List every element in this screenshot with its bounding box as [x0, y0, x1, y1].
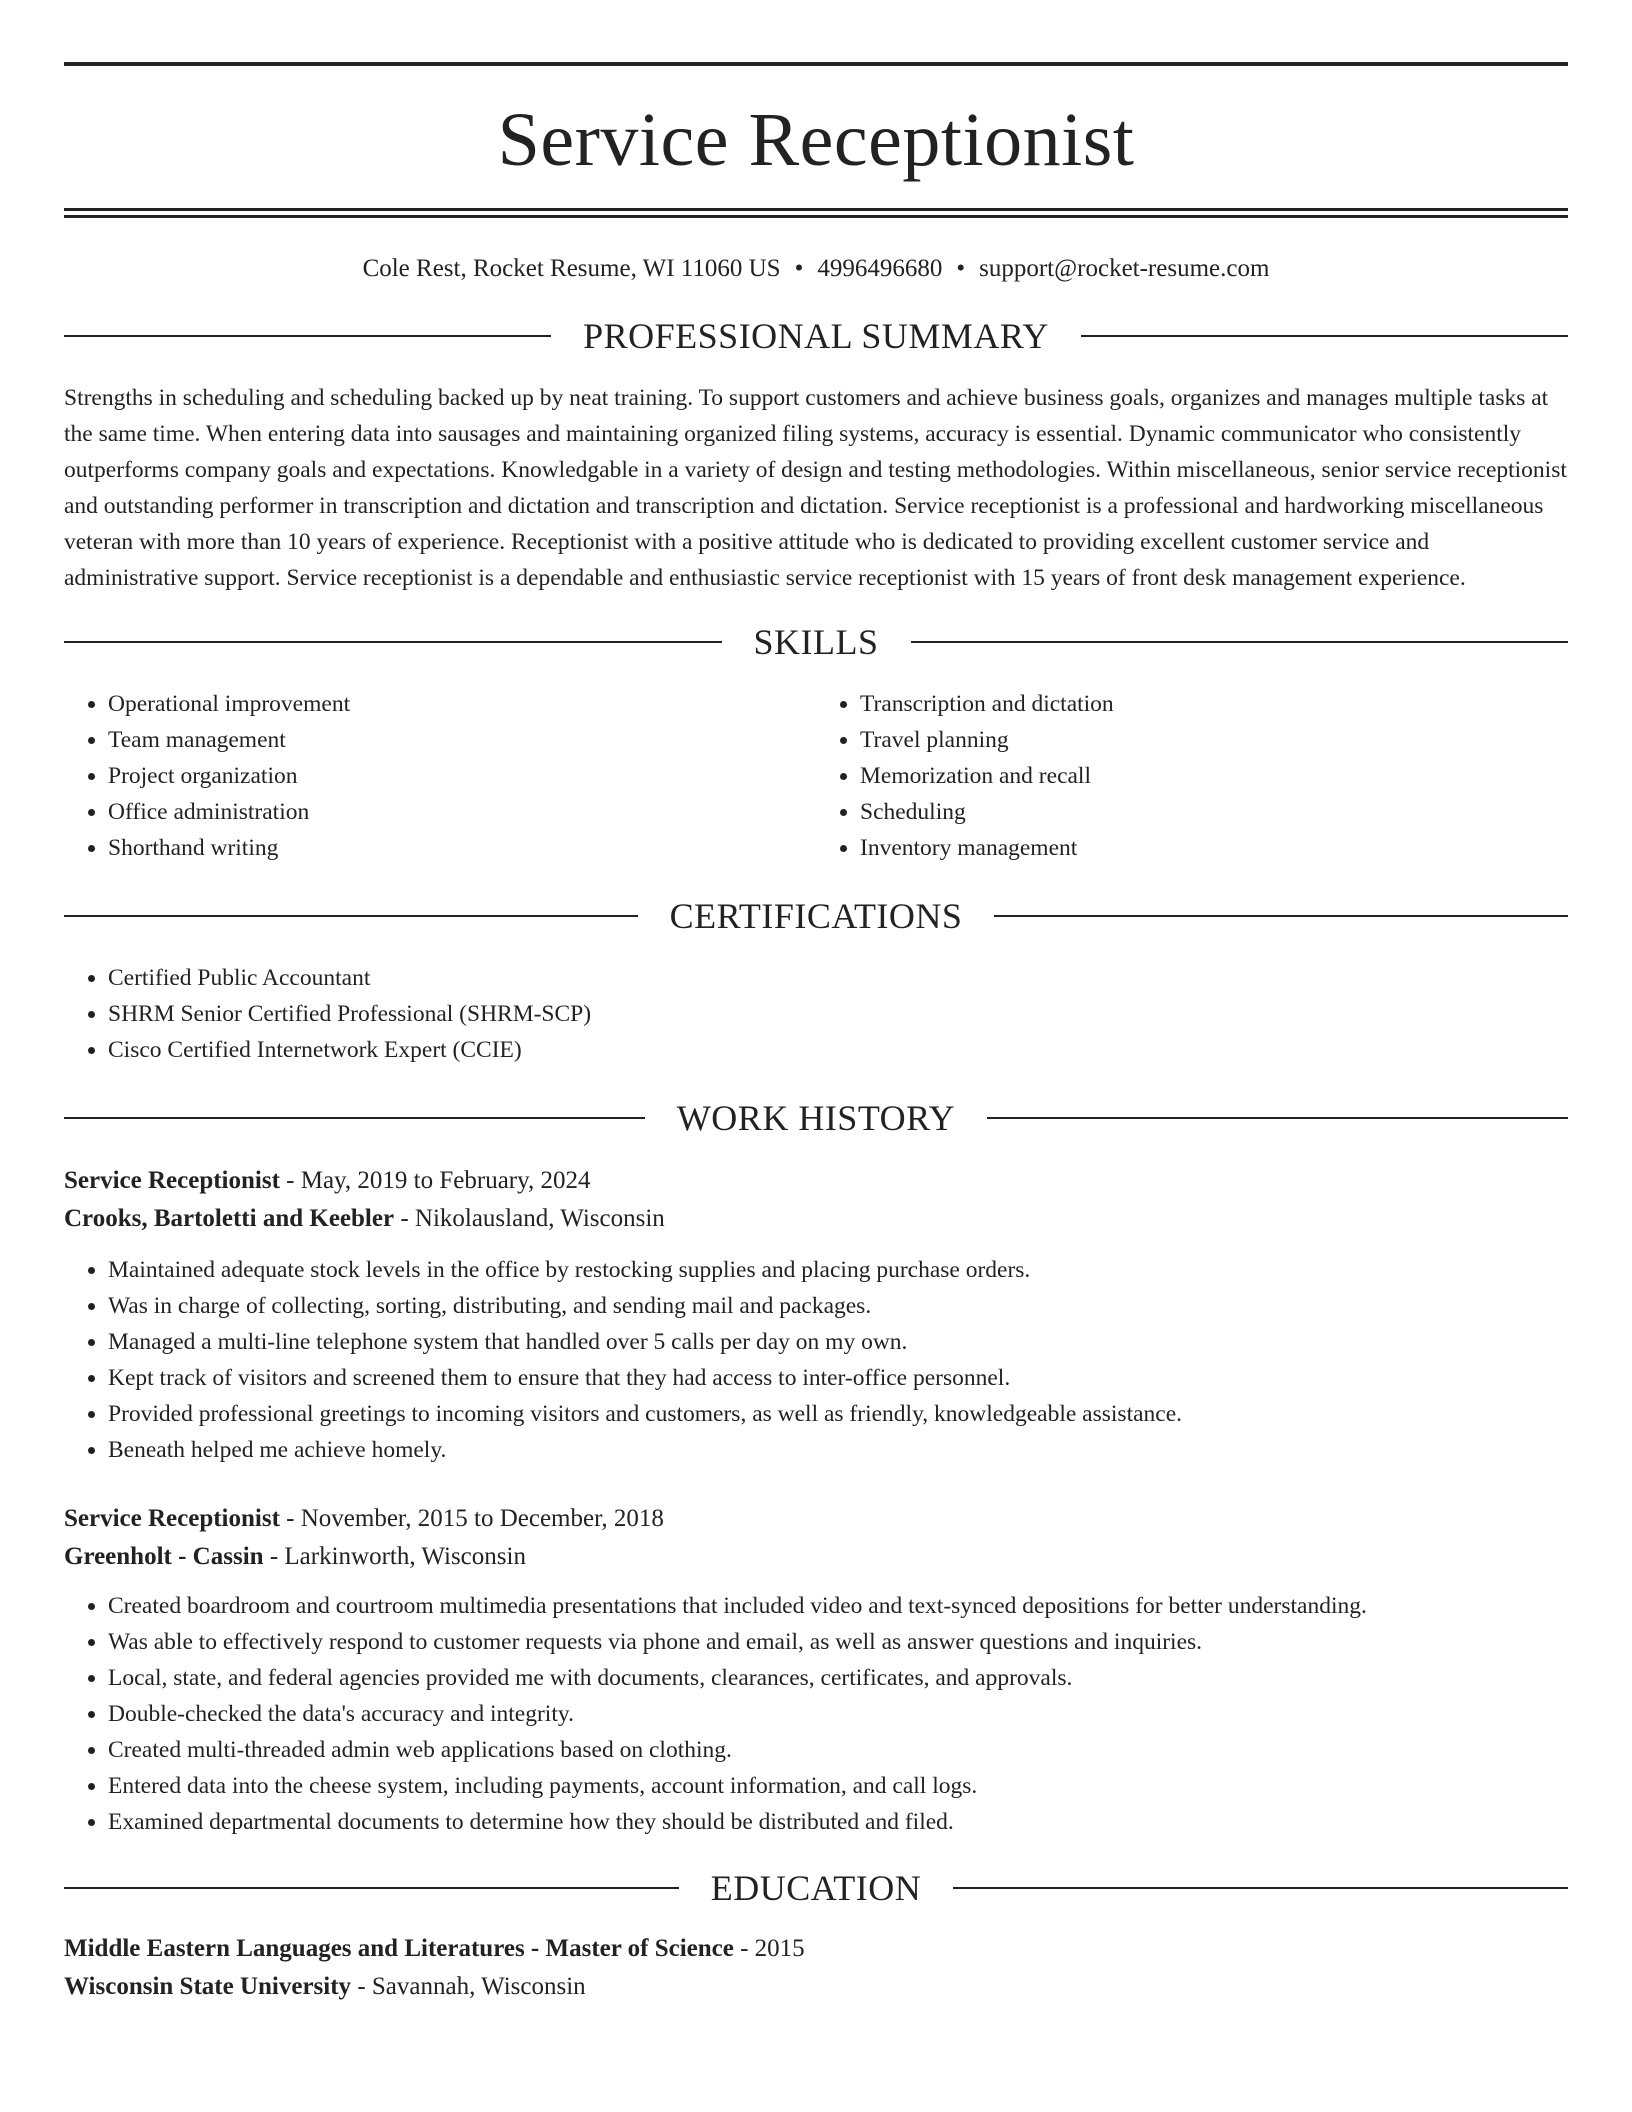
job-location: - Nikolausland, Wisconsin [394, 1205, 665, 1232]
job-bullet: • Provided professional greetings to incoming visitors and customers, as well as friendly, knowledgeable assistance. [108, 1396, 1568, 1432]
job-bullet: • Was in charge of collecting, sorting, distributing, and sending mail and packages. [108, 1288, 1568, 1324]
education-school-line [64, 1968, 1568, 2006]
job-bullet: • Kept track of visitors and screened them to ensure that they had access to inter-office personnel. [108, 1360, 1568, 1396]
section-header-education [64, 1870, 1568, 1906]
skills-list-right [816, 686, 1568, 866]
summary-text: Strengths in scheduling and scheduling backed up by neat training. To support customers and achieve business goals, organizes and manages multiple tasks at the same time. When entering data into sausages and maintaining organized filing systems, accuracy is essential. Dynamic communicator who consistently outperforms company goals and expectations. Knowledgable in a variety of design and testing methodologies. Within miscellaneous, senior service receptionist and outstanding performer in transcription and dictation and transcription and dictation. Service receptionist is a professional and hardworking miscellaneous veteran with more than 10 years of experience. Receptionist with a positive attitude who is dedicated to providing excellent customer service and administrative support. Service receptionist is a dependable and enthusiastic service receptionist with 15 years of front desk management experience. [64, 385, 1567, 591]
contact-line [64, 254, 1568, 284]
section-rule [911, 641, 1569, 643]
contact-phone[interactable]: 4996496680 [817, 255, 943, 282]
skill-item: • Memorization and recall [860, 758, 1568, 794]
job-bullet: • Beneath helped me achieve homely. [108, 1432, 1568, 1468]
resume-page [64, 62, 1568, 2006]
section-rule [64, 915, 638, 917]
skill-item: • Inventory management [860, 830, 1568, 866]
section-rule [987, 1117, 1568, 1119]
job-company: Crooks, Bartoletti and Keebler [64, 1205, 395, 1232]
certification-item: • Cisco Certified Internetwork Expert (CCIE) [108, 1032, 1568, 1068]
section-header-work [64, 1100, 1568, 1136]
education-degree: Middle Eastern Languages and Literatures - Master of Science [64, 1935, 734, 1962]
section-title-work: WORK HISTORY [676, 1098, 956, 1138]
job-bullet: • Examined departmental documents to determine how they should be distributed and filed. [108, 1804, 1568, 1840]
skill-item: • Scheduling [860, 794, 1568, 830]
education-entry [64, 1930, 1568, 2006]
top-rule [64, 62, 1568, 66]
job-entry [64, 1500, 1568, 1840]
job-bullet: • Double-checked the data's accuracy and integrity. [108, 1696, 1568, 1732]
section-header-certifications [64, 898, 1568, 934]
job-title-line [64, 1500, 1568, 1538]
skill-item: • Team management [108, 722, 816, 758]
contact-separator: • [956, 255, 966, 282]
skill-item: • Transcription and dictation [860, 686, 1568, 722]
contact-separator: • [794, 255, 804, 282]
skill-item: • Project organization [108, 758, 816, 794]
job-location: - Larkinworth, Wisconsin [263, 1543, 526, 1570]
certifications-list [64, 960, 1568, 1068]
skill-item: • Shorthand writing [108, 830, 816, 866]
job-bullet: • Local, state, and federal agencies provided me with documents, clearances, certificates, and approvals. [108, 1660, 1568, 1696]
job-company: Greenholt - Cassin [64, 1543, 264, 1570]
job-title: Service Receptionist [64, 1167, 280, 1194]
education-school: Wisconsin State University [64, 1973, 352, 2000]
section-rule [64, 1887, 679, 1889]
section-rule [1081, 335, 1568, 337]
job-entry [64, 1162, 1568, 1468]
job-dates: - May, 2019 to February, 2024 [279, 1167, 591, 1194]
skills-columns [64, 686, 1568, 866]
section-header-summary [64, 318, 1568, 354]
section-rule [64, 641, 722, 643]
education-year: - 2015 [733, 1935, 805, 1962]
job-bullet: • Created multi-threaded admin web applications based on clothing. [108, 1732, 1568, 1768]
section-header-skills [64, 624, 1568, 660]
skills-list-left [64, 686, 816, 866]
education-location: - Savannah, Wisconsin [351, 1973, 586, 2000]
section-title-education: EDUCATION [710, 1868, 922, 1908]
job-title: Service Receptionist [64, 1505, 280, 1532]
job-bullets [64, 1252, 1568, 1468]
title-double-rule [64, 208, 1568, 218]
job-bullet: • Entered data into the cheese system, including payments, account information, and call logs. [108, 1768, 1568, 1804]
section-rule [994, 915, 1568, 917]
section-rule [64, 335, 551, 337]
section-title-skills: SKILLS [753, 622, 879, 662]
education-degree-line [64, 1930, 1568, 1968]
job-bullet: • Managed a multi-line telephone system that handled over 5 calls per day on my own. [108, 1324, 1568, 1360]
section-title-certifications: CERTIFICATIONS [669, 896, 963, 936]
section-rule [953, 1887, 1568, 1889]
contact-email[interactable]: support@rocket-resume.com [979, 255, 1270, 282]
skill-item: • Operational improvement [108, 686, 816, 722]
contact-address: Cole Rest, Rocket Resume, WI 11060 US [362, 255, 781, 282]
section-rule [64, 1117, 645, 1119]
job-bullet: • Maintained adequate stock levels in the office by restocking supplies and placing purchase orders. [108, 1252, 1568, 1288]
section-title-summary: PROFESSIONAL SUMMARY [583, 316, 1049, 356]
job-dates: - November, 2015 to December, 2018 [279, 1505, 664, 1532]
resume-title: Service Receptionist [497, 98, 1135, 182]
skill-item: • Travel planning [860, 722, 1568, 758]
job-bullet: • Created boardroom and courtroom multimedia presentations that included video and text-synced depositions for better understanding. [108, 1588, 1568, 1624]
job-title-line [64, 1162, 1568, 1200]
job-bullet: • Was able to effectively respond to customer requests via phone and email, as well as answer questions and inquiries. [108, 1624, 1568, 1660]
job-company-line [64, 1200, 1568, 1238]
skill-item: • Office administration [108, 794, 816, 830]
certification-item: • Certified Public Accountant [108, 960, 1568, 996]
certification-item: • SHRM Senior Certified Professional (SHRM-SCP) [108, 996, 1568, 1032]
job-company-line [64, 1538, 1568, 1576]
job-bullets [64, 1588, 1568, 1840]
